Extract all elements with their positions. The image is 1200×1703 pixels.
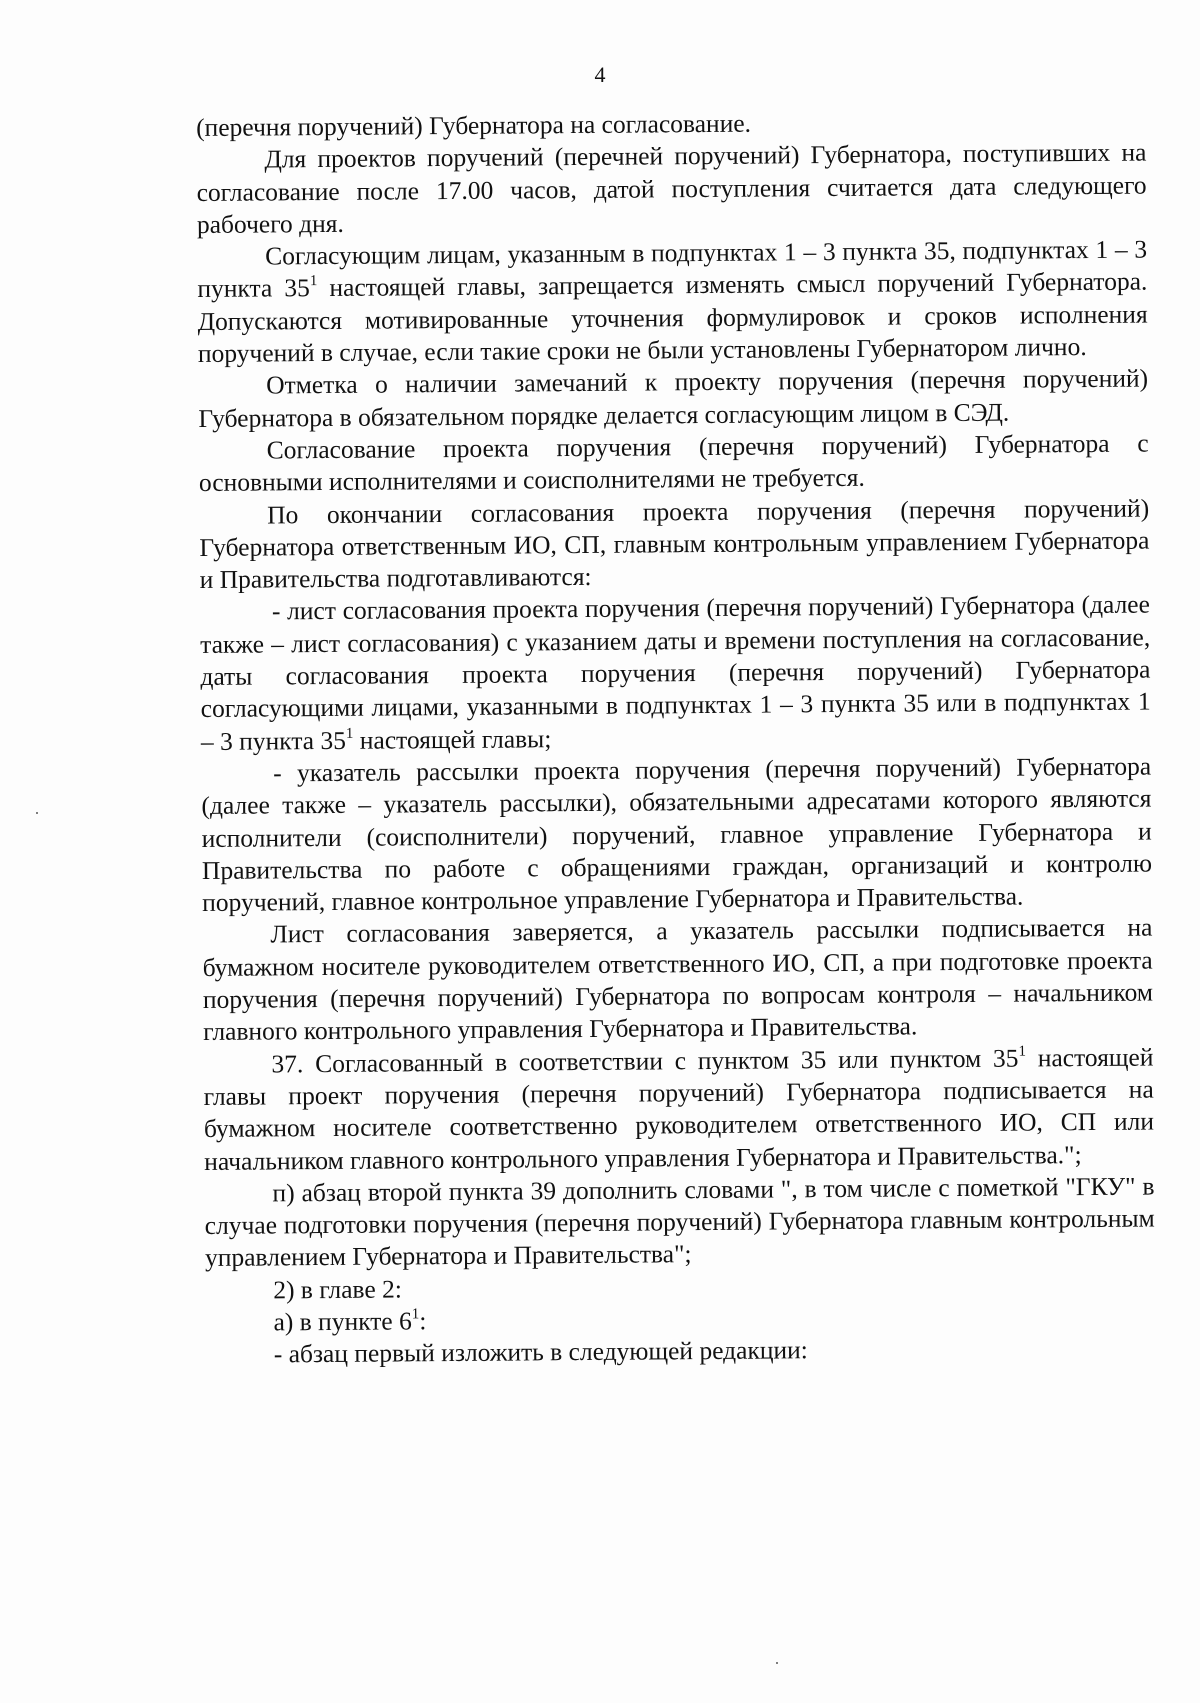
paragraph-point-6-1-text: а) в пункте 6 — [273, 1306, 412, 1337]
paragraph-5: Согласование проекта поручения (перечня поручений) Губернатора с основными исполнителями и соисполнителями не требуется. — [198, 428, 1149, 498]
list-item-approval-sheet-text: - лист согласования проекта поручения (перечня поручений) Губернатора (далее также – лист согласования) с указанием даты и времени поступления на согласование, даты согласования проекта поручения (перечня поручений) Губернатора согласующими лицами, указанными в подпунктах 1 – 3 пункта 35 или в подпунктах 1 – 3 пункта 35 — [200, 589, 1151, 756]
paragraph-2: Для проектов поручений (перечней поручений) Губернатора, поступивших на согласование после 17.00 часов, датой поступления считается дата следующего рабочего дня. — [196, 137, 1147, 239]
superscript-1: 1 — [1018, 1043, 1027, 1060]
scan-speck — [36, 812, 38, 814]
paragraph-37-text-end: настоящей главы проект поручения (перечня поручений) Губернатора подписывается на бумажном носителе соответственно руководителем ответственного ИО, СП или начальником главного контрольного управления Губернатора и Правительства."; — [203, 1042, 1155, 1176]
paragraph-p: п) абзац второй пункта 39 дополнить словами ", в том числе с пометкой "ГКУ" в случае подготовки поручения (перечня поручений) Губернатора главным контрольным управлением Губернатора и Правительства"; — [204, 1171, 1155, 1273]
paragraph-chapter-2: 2) в главе 2: — [273, 1274, 403, 1305]
list-item-approval-sheet — [200, 589, 1151, 758]
paragraph-3-text-end: настоящей главы, запрещается изменять смысл поручений Губернатора. Допускаются мотивированные уточнения формулировок и сроков исполнения поручений в случае, если такие сроки не были установлены Губернатором лично. — [197, 267, 1148, 369]
superscript-1: 1 — [309, 273, 318, 290]
document-body — [196, 105, 1156, 1372]
paragraph-3 — [197, 234, 1148, 371]
paragraph-4: Отметка о наличии замечаний к проекту поручения (перечня поручений) Губернатора в обязательном порядке делается согласующим лицом в СЭД. — [198, 363, 1149, 433]
paragraph-6: По окончании согласования проекта поручения (перечня поручений) Губернатора ответственным ИО, СП, главным контрольным управлением Губернатора и Правительства подготавливаются: — [199, 493, 1150, 595]
paragraph-3-text: Согласующим лицам, указанным в подпунктах 1 – 3 пункта 35, подпунктах 1 – 3 пункта 35 — [197, 234, 1148, 304]
paragraph-first-abzac: - абзац первый изложить в следующей редакции: — [273, 1335, 808, 1369]
list-item-approval-sheet-text-end: настоящей главы; — [353, 723, 552, 755]
list-item-distribution-index: - указатель рассылки проекта поручения (перечня поручений) Губернатора (далее также – указатель рассылки), обязательными адресатами которого являются исполнители (соисполнители) поручений, главное управление Губернатора и Правительства по работе с обращениями граждан, организаций и контролю поручений, главное контрольное управление Губернатора и Правительства. — [201, 751, 1153, 918]
paragraph-point-6-1-text-end: : — [419, 1306, 427, 1336]
superscript-1: 1 — [345, 725, 354, 742]
paragraph-37-text: 37. Согласованный в соответствии с пунктом 35 или пунктом 35 — [271, 1043, 1019, 1079]
paragraph-37 — [203, 1041, 1154, 1178]
paragraph-1: (перечня поручений) Губернатора на согласование. — [196, 108, 752, 142]
superscript-1: 1 — [411, 1306, 420, 1323]
paragraph-9: Лист согласования заверяется, а указатель рассылки подписывается на бумажном носителе руководителем ответственного ИО, СП, а при подготовке проекта поручения (перечня поручений) Губернатора по вопросам контроля – начальником главного контрольного управления Губернатора и Правительства. — [202, 912, 1154, 1047]
scan-speck — [776, 1662, 778, 1664]
page-number: 4 — [594, 62, 606, 87]
